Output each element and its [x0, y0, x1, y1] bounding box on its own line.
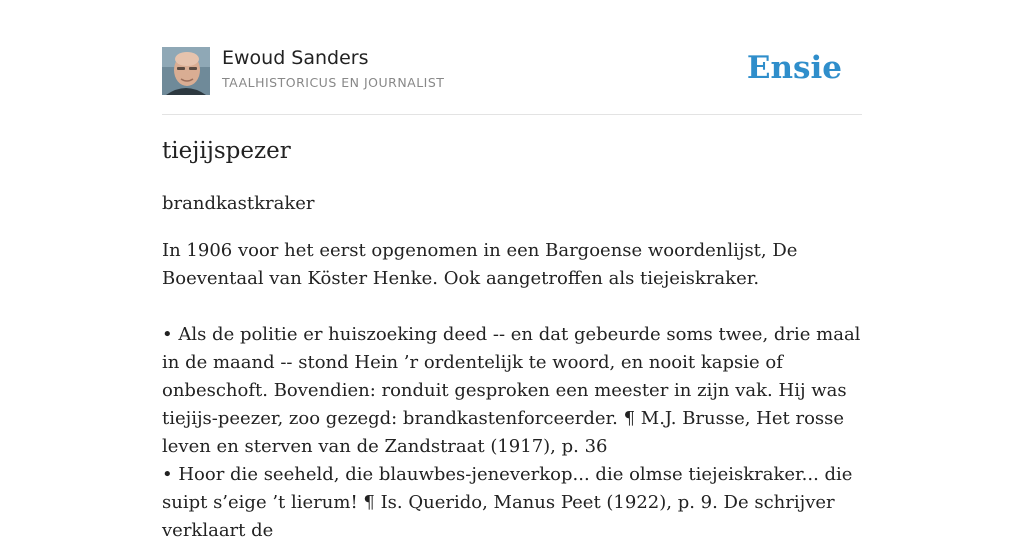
quote-paragraph: • Hoor die seeheld, die blauwbes-jeneverkop... die olmse tiejeiskraker... die suipt s’eige ’t lierum! ¶ Is. Querido, Manus Peet (1922), p. 9. De schrijver verklaart de [162, 464, 853, 541]
entry-body [162, 237, 862, 545]
body-paragraph: In 1906 voor het eerst opgenomen in een Bargoense woordenlijst, De Boeventaal van Köster Henke. Ook aangetroffen als tiejeiskraker. [162, 240, 798, 289]
entry-title: tiejijspezer [162, 138, 291, 164]
entry-definition: brandkastkraker [162, 193, 315, 214]
entry-page [162, 0, 862, 541]
paragraph-spacer [162, 293, 862, 321]
ensie-logo[interactable]: Ensie [746, 50, 842, 86]
author-avatar[interactable] [162, 47, 210, 95]
author-role: TAALHISTORICUS EN JOURNALIST [222, 75, 445, 90]
author-name[interactable]: Ewoud Sanders [222, 47, 369, 69]
quote-paragraph: • Als de politie er huiszoeking deed -- en dat gebeurde soms twee, drie maal in de maand -- stond Hein ’r ordentelijk te woord, en nooit kapsie of onbeschoft. Bovendien: ronduit gesproken een meester in zijn vak. Hij was tiejijs-peezer, zoo gezegd: brandkastenforceerder. ¶ M.J. Brusse, Het rosse leven en sterven van de Zandstraat (1917), p. 36 [162, 324, 861, 457]
author-header [162, 44, 862, 115]
